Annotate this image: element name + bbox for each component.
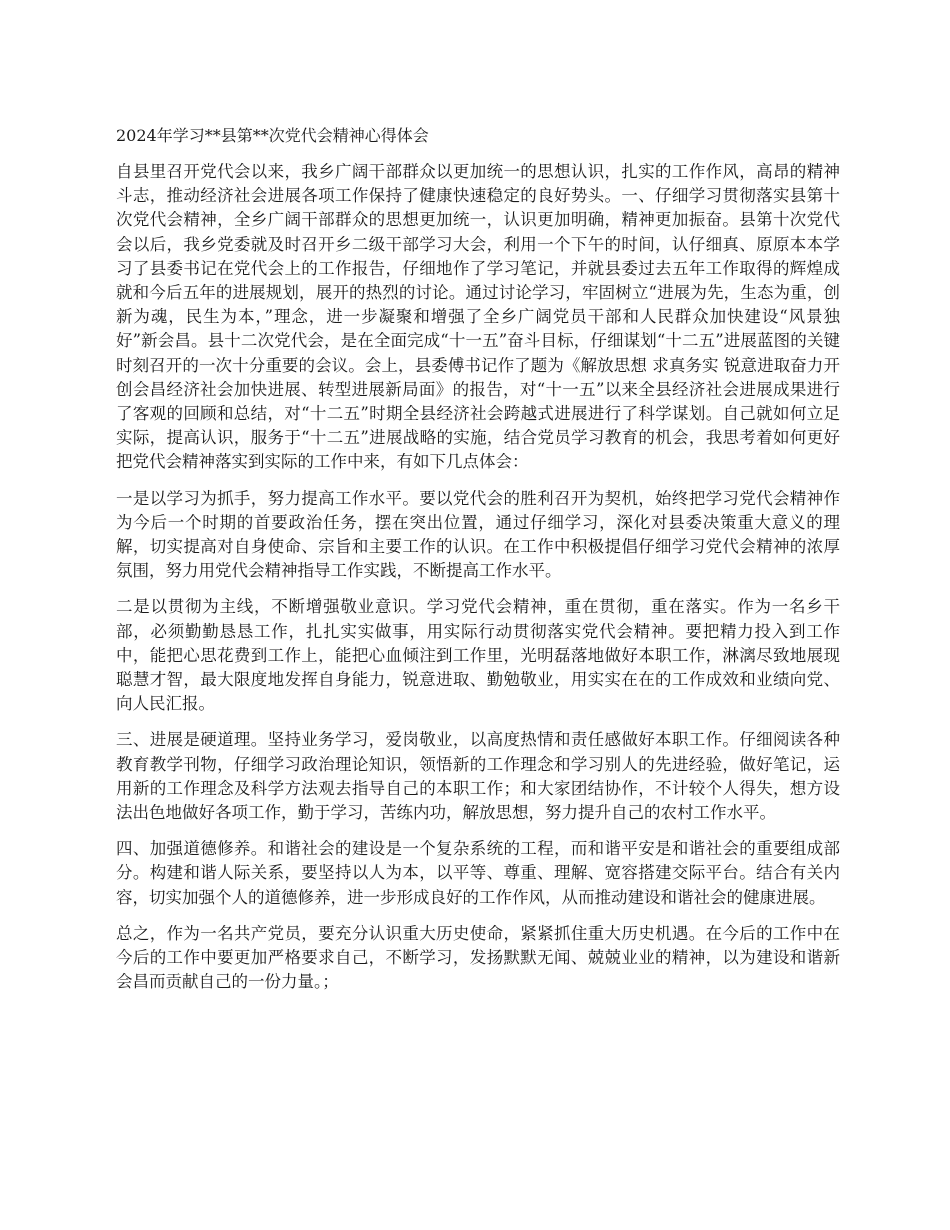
paragraph-point-1: 一是以学习为抓手，努力提高工作水平。要以党代会的胜利召开为契机，始终把学习党代会精神作为今后一个时期的首要政治任务，摆在突出位置，通过仔细学习，深化对县委决策重大意义的理解，切实提高对自身使命、宗旨和主要工作的认识。在工作中积极提倡仔细学习党代会精神的浓厚氛围，努力用党代会精神指导工作实践，不断提高工作水平。 — [116, 488, 840, 581]
document-title: 2024年学习**县第**次党代会精神心得体会 — [116, 126, 429, 145]
paragraph-point-3: 三、进展是硬道理。坚持业务学习，爱岗敬业，以高度热情和责任感做好本职工作。仔细阅读各种教育教学刊物，仔细学习政治理论知识，领悟新的工作理念和学习别人的先进经验，做好笔记，运用新的工作理念及科学方法观去指导自己的本职工作；和大家团结协作，不计较个人得失，想方设法出色地做好各项工作，勤于学习，苦练内功，解放思想，努力提升自己的农村工作水平。 — [116, 730, 840, 823]
paragraph-point-2: 二是以贯彻为主线，不断增强敬业意识。学习党代会精神，重在贯彻，重在落实。作为一名乡干部，必须勤勤恳恳工作，扎扎实实做事，用实际行动贯彻落实党代会精神。要把精力投入到工作中，能把心思花费到工作上，能把心血倾注到工作里，光明磊落地做好本职工作，淋漓尽致地展现聪慧才智，最大限度地发挥自身能力，锐意进取、勤勉敬业，用实实在在的工作成效和业绩向党、向人民汇报。 — [116, 597, 840, 714]
paragraph-conclusion: 总之，作为一名共产党员，要充分认识重大历史使命，紧紧抓住重大历史机遇。在今后的工作中在今后的工作中要更加严格要求自己，不断学习，发扬默默无闻、兢兢业业的精神，以为建设和谐新会昌而贡献自己的一份力量。； — [116, 923, 840, 992]
paragraph-point-4: 四、加强道德修养。和谐社会的建设是一个复杂系统的工程，而和谐平安是和谐社会的重要组成部分。构建和谐人际关系，要坚持以人为本，以平等、尊重、理解、宽容搭建交际平台。结合有关内容，切实加强个人的道德修养，进一步形成良好的工作作风，从而推动建设和谐社会的健康进展。 — [116, 839, 840, 907]
document-page — [116, 124, 840, 1007]
paragraph-intro: 自县里召开党代会以来，我乡广阔干部群众以更加统一的思想认识，扎实的工作作风，高昂的精神斗志，推动经济社会进展各项工作保持了健康快速稳定的良好势头。一、仔细学习贯彻落实县第十次党代会精神，全乡广阔干部群众的思想更加统一，认识更加明确，精神更加振奋。县第十次党代会以后，我乡党委就及时召开乡二级干部学习大会，利用一个下午的时间，认仔细真、原原本本学习了县委书记在党代会上的工作报告，仔细地作了学习笔记，并就县委过去五年工作取得的辉煌成就和今后五年的进展规划，展开的热烈的讨论。通过讨论学习，牢固树立“进展为先，生态为重，创新为魂，民生为本，”理念，进一步凝聚和增强了全乡广阔党员干部和人民群众加快建设“风景独好”新会昌。县十二次党代会，是在全面完成“十一五”奋斗目标，仔细谋划“十二五”进展蓝图的关键时刻召开的一次十分重要的会议。会上，县委傅书记作了题为《解放思想 求真务实 锐意进取奋力开创会昌经济社会加快进展、转型进展新局面》的报告，对“十一五”以来全县经济社会进展成果进行了客观的回顾和总结，对“十二五”时期全县经济社会跨越式进展进行了科学谋划。自己就如何立足实际，提高认识，服务于“十二五”进展战略的实施，结合党员学习教育的机会，我思考着如何更好把党代会精神落实到实际的工作中来，有如下几点体会： — [116, 162, 840, 472]
